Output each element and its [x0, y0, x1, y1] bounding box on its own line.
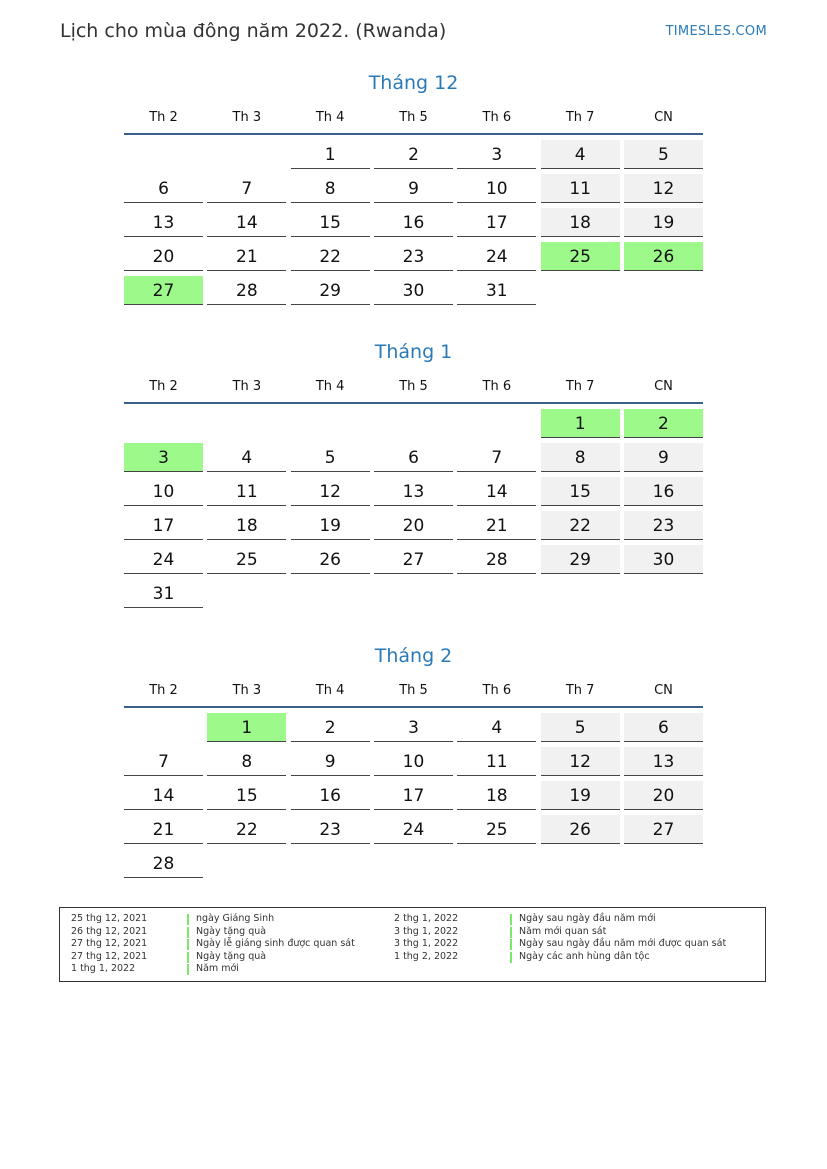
- weekday-label: CN: [654, 683, 673, 698]
- day-cell: 4: [457, 713, 536, 742]
- legend-date: 27 thg 12, 2021: [71, 950, 148, 962]
- day-cell: 22: [291, 242, 370, 271]
- day-cell: 24: [457, 242, 536, 271]
- day-cell: 5: [291, 443, 370, 472]
- weekday-label: Th 3: [232, 683, 262, 698]
- day-cell: 28: [207, 276, 286, 305]
- day-cell: 5: [624, 140, 703, 169]
- header-rule: [124, 706, 703, 708]
- empty-cell: [124, 713, 203, 742]
- weekday-label: Th 3: [232, 379, 262, 394]
- day-cell: 14: [457, 477, 536, 506]
- day-cell: 30: [624, 545, 703, 574]
- day-cell: 1: [291, 140, 370, 169]
- day-cell: 10: [457, 174, 536, 203]
- day-cell: 10: [124, 477, 203, 506]
- day-cell: 21: [207, 242, 286, 271]
- weekday-label: CN: [654, 379, 673, 394]
- weekday-label: Th 4: [315, 379, 345, 394]
- day-cell: 5: [541, 713, 620, 742]
- day-cell: 22: [207, 815, 286, 844]
- day-cell: 13: [624, 747, 703, 776]
- day-cell: 8: [207, 747, 286, 776]
- header-rule: [124, 133, 703, 135]
- legend-marker: [187, 927, 189, 938]
- day-cell: 2: [374, 140, 453, 169]
- day-cell: 17: [374, 781, 453, 810]
- day-cell: 7: [124, 747, 203, 776]
- day-grid: [124, 409, 703, 608]
- day-cell: 12: [624, 174, 703, 203]
- empty-cell: [457, 409, 536, 438]
- day-cell: 24: [124, 545, 203, 574]
- holiday-day-cell: 1: [541, 409, 620, 438]
- empty-cell: [207, 409, 286, 438]
- day-cell: 23: [374, 242, 453, 271]
- day-cell: 8: [291, 174, 370, 203]
- weekday-label: CN: [654, 110, 673, 125]
- holiday-legend: [59, 907, 766, 982]
- day-grid: [124, 713, 703, 878]
- brand-link[interactable]: TIMESLES.COM: [665, 24, 767, 39]
- legend-date: 2 thg 1, 2022: [394, 913, 459, 924]
- legend-date: 26 thg 12, 2021: [71, 925, 148, 937]
- empty-cell: [374, 409, 453, 438]
- day-cell: 20: [124, 242, 203, 271]
- day-cell: 29: [291, 276, 370, 305]
- day-cell: 9: [374, 174, 453, 203]
- legend-marker: [510, 927, 512, 938]
- holiday-day-cell: 3: [124, 443, 203, 472]
- day-cell: 23: [624, 511, 703, 540]
- legend-holiday-name: Ngày tặng quà: [196, 950, 267, 962]
- header-rule: [124, 402, 703, 404]
- day-cell: 27: [624, 815, 703, 844]
- day-cell: 17: [124, 511, 203, 540]
- legend-marker: [187, 952, 189, 963]
- day-cell: 12: [541, 747, 620, 776]
- empty-cell: [124, 140, 203, 169]
- day-cell: 6: [374, 443, 453, 472]
- day-cell: 19: [624, 208, 703, 237]
- weekday-header: [124, 376, 703, 398]
- weekday-header: [124, 680, 703, 702]
- weekday-label: Th 5: [399, 110, 428, 125]
- day-cell: 19: [291, 511, 370, 540]
- day-cell: 25: [457, 815, 536, 844]
- month-title: Tháng 12: [368, 72, 459, 94]
- weekday-label: Th 4: [315, 683, 345, 698]
- day-cell: 6: [124, 174, 203, 203]
- day-cell: 3: [374, 713, 453, 742]
- day-cell: 10: [374, 747, 453, 776]
- weekday-label: Th 6: [482, 110, 512, 125]
- day-cell: 3: [457, 140, 536, 169]
- legend-date: 1 thg 1, 2022: [71, 963, 136, 975]
- day-cell: 28: [457, 545, 536, 574]
- day-cell: 14: [207, 208, 286, 237]
- holiday-day-cell: 26: [624, 242, 703, 271]
- day-cell: 2: [291, 713, 370, 742]
- weekday-label: Th 3: [232, 110, 262, 125]
- legend-marker: [510, 939, 512, 950]
- day-grid: [124, 140, 703, 305]
- day-cell: 15: [541, 477, 620, 506]
- holiday-day-cell: 25: [541, 242, 620, 271]
- legend-holiday-name: Ngày lễ giáng sinh được quan sát: [196, 938, 355, 950]
- weekday-label: Th 4: [315, 110, 345, 125]
- day-cell: 6: [624, 713, 703, 742]
- weekday-label: Th 7: [565, 379, 595, 394]
- empty-cell: [291, 409, 370, 438]
- legend-marker: [187, 914, 189, 925]
- day-cell: 16: [291, 781, 370, 810]
- month-calendar: [124, 340, 703, 608]
- legend-holiday-name: Năm mới quan sát: [519, 925, 607, 937]
- day-cell: 20: [374, 511, 453, 540]
- day-cell: 27: [374, 545, 453, 574]
- day-cell: 19: [541, 781, 620, 810]
- day-cell: 21: [124, 815, 203, 844]
- day-cell: 26: [291, 545, 370, 574]
- day-cell: 29: [541, 545, 620, 574]
- weekday-label: Th 6: [482, 379, 512, 394]
- weekday-label: Th 7: [565, 683, 595, 698]
- legend-marker: [187, 939, 189, 950]
- day-cell: 20: [624, 781, 703, 810]
- weekday-label: Th 5: [399, 683, 428, 698]
- day-cell: 16: [374, 208, 453, 237]
- day-cell: 15: [291, 208, 370, 237]
- legend-holiday-name: Ngày các anh hùng dân tộc: [519, 950, 650, 962]
- page-title: Lịch cho mùa đông năm 2022. (Rwanda): [60, 20, 447, 42]
- day-cell: 13: [374, 477, 453, 506]
- empty-cell: [207, 140, 286, 169]
- day-cell: 28: [124, 849, 203, 878]
- empty-cell: [124, 409, 203, 438]
- weekday-label: Th 2: [149, 683, 178, 698]
- day-cell: 9: [291, 747, 370, 776]
- legend-holiday-name: Ngày tặng quà: [196, 925, 267, 937]
- weekday-label: Th 2: [149, 379, 178, 394]
- day-cell: 11: [541, 174, 620, 203]
- legend-holiday-name: Năm mới: [196, 963, 239, 975]
- weekday-label: Th 7: [565, 110, 595, 125]
- day-cell: 7: [457, 443, 536, 472]
- day-cell: 16: [624, 477, 703, 506]
- legend-holiday-name: ngày Giáng Sinh: [196, 913, 275, 924]
- day-cell: 26: [541, 815, 620, 844]
- day-cell: 7: [207, 174, 286, 203]
- holiday-day-cell: 27: [124, 276, 203, 305]
- legend-date: 25 thg 12, 2021: [71, 913, 148, 924]
- day-cell: 14: [124, 781, 203, 810]
- day-cell: 21: [457, 511, 536, 540]
- day-cell: 9: [624, 443, 703, 472]
- legend-holiday-name: Ngày sau ngày đầu năm mới: [519, 913, 656, 924]
- day-cell: 12: [291, 477, 370, 506]
- day-cell: 18: [457, 781, 536, 810]
- month-calendar: [124, 644, 703, 878]
- legend-date: 1 thg 2, 2022: [394, 950, 459, 962]
- day-cell: 13: [124, 208, 203, 237]
- day-cell: 11: [457, 747, 536, 776]
- legend-date: 3 thg 1, 2022: [394, 925, 459, 937]
- legend-marker: [187, 964, 189, 975]
- month-title: Tháng 2: [374, 645, 453, 667]
- day-cell: 30: [374, 276, 453, 305]
- legend-marker: [510, 952, 512, 963]
- legend-marker: [510, 914, 512, 925]
- day-cell: 22: [541, 511, 620, 540]
- month-calendar: [124, 71, 703, 305]
- day-cell: 24: [374, 815, 453, 844]
- day-cell: 25: [207, 545, 286, 574]
- day-cell: 17: [457, 208, 536, 237]
- day-cell: 4: [207, 443, 286, 472]
- day-cell: 31: [457, 276, 536, 305]
- weekday-label: Th 5: [399, 379, 428, 394]
- weekday-label: Th 2: [149, 110, 178, 125]
- holiday-day-cell: 2: [624, 409, 703, 438]
- day-cell: 18: [541, 208, 620, 237]
- day-cell: 11: [207, 477, 286, 506]
- holiday-day-cell: 1: [207, 713, 286, 742]
- legend-holiday-name: Ngày sau ngày đầu năm mới được quan sát: [519, 938, 727, 950]
- weekday-label: Th 6: [482, 683, 512, 698]
- legend-date: 3 thg 1, 2022: [394, 938, 459, 950]
- legend-date: 27 thg 12, 2021: [71, 938, 148, 950]
- day-cell: 23: [291, 815, 370, 844]
- month-title: Tháng 1: [374, 341, 453, 363]
- day-cell: 15: [207, 781, 286, 810]
- day-cell: 8: [541, 443, 620, 472]
- day-cell: 31: [124, 579, 203, 608]
- weekday-header: [124, 107, 703, 129]
- day-cell: 4: [541, 140, 620, 169]
- day-cell: 18: [207, 511, 286, 540]
